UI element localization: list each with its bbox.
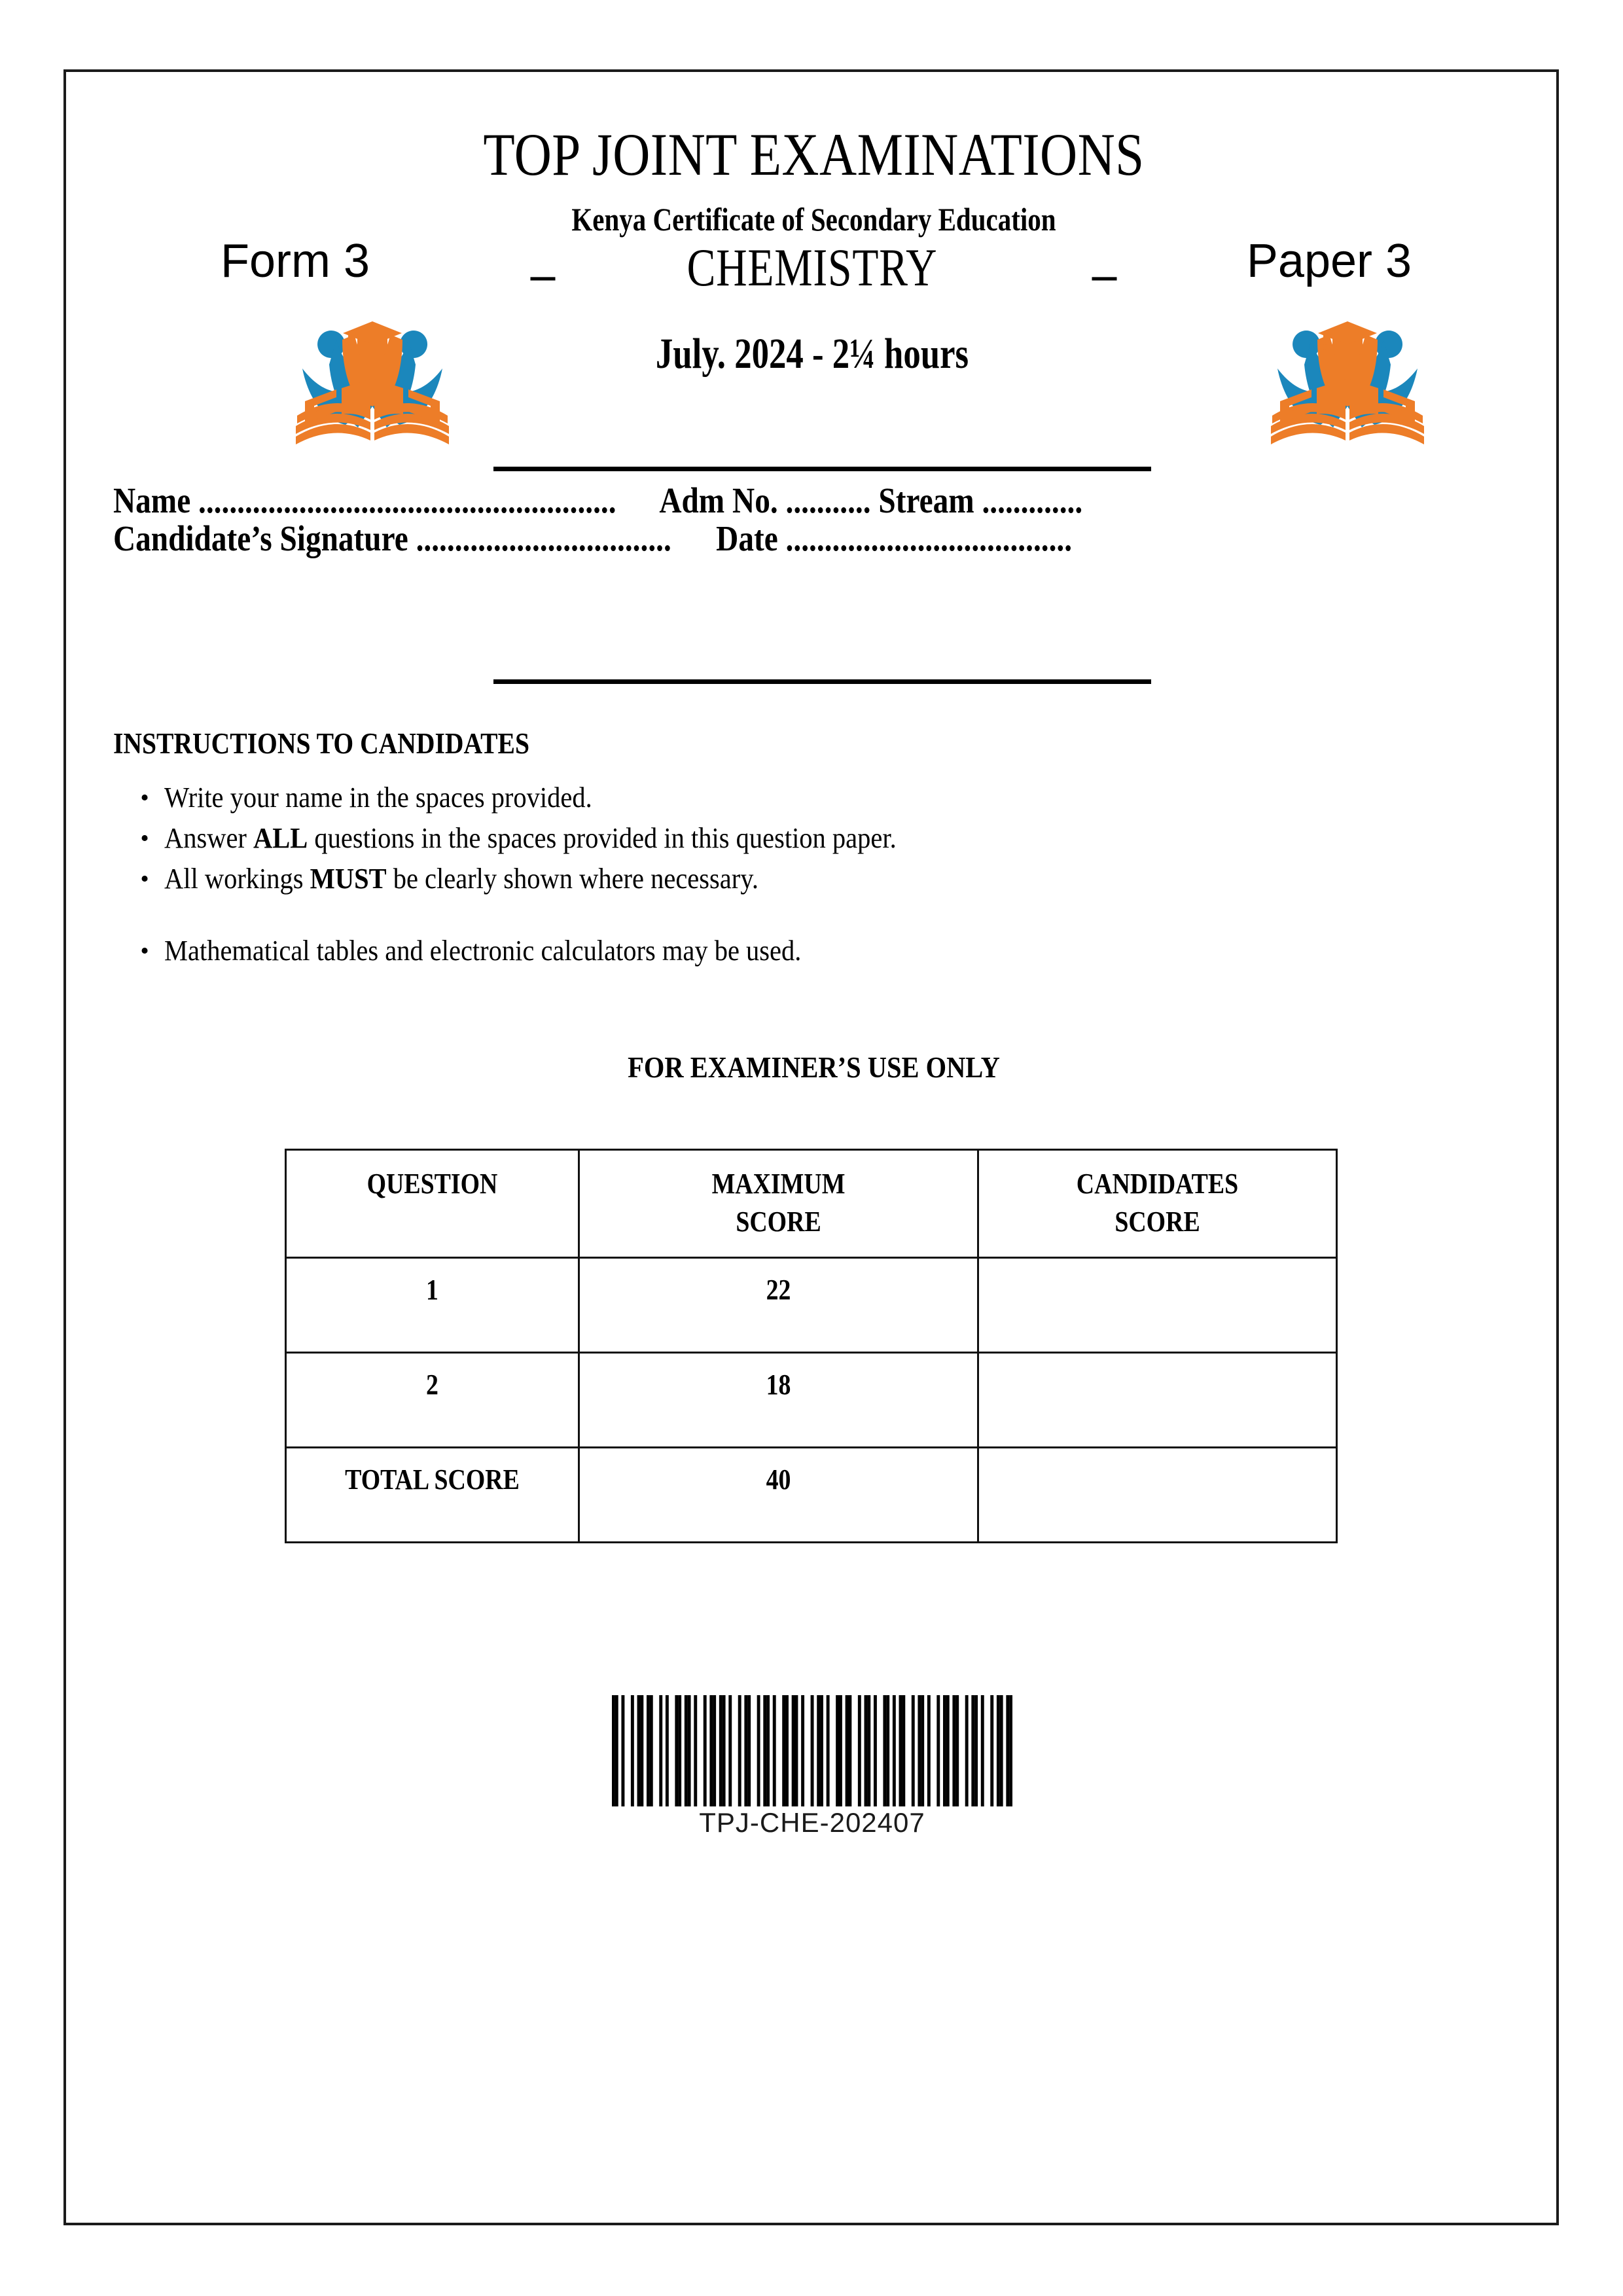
column-header-question-text: QUESTION	[366, 1168, 498, 1200]
header-rule-top	[493, 467, 1151, 471]
dash-separator-right: –	[1092, 247, 1116, 301]
table-row	[286, 1448, 1337, 1543]
stream-label: Stream	[878, 480, 974, 520]
dash-separator-left: –	[531, 247, 555, 301]
maximum-score-cell: 22	[579, 1258, 978, 1353]
date-input-dots[interactable]: .....................................	[785, 518, 1073, 558]
education-logo-right	[1267, 317, 1428, 448]
barcode-block	[603, 1695, 1022, 1837]
examiner-use-heading: FOR EXAMINER’S USE ONLY	[628, 1050, 1000, 1084]
candidates-score-cell[interactable]	[978, 1448, 1337, 1543]
adm-no-label: Adm No.	[659, 480, 778, 520]
exam-date-duration: July. 2024 - 2¼ hours	[655, 330, 969, 378]
table-row	[286, 1258, 1337, 1353]
name-label: Name	[113, 480, 191, 520]
exam-header	[66, 72, 1561, 726]
instruction-text: Write your name in the spaces provided.	[164, 781, 592, 814]
exam-subtitle: Kenya Certificate of Secondary Education	[571, 201, 1056, 238]
adm-no-input-dots[interactable]: ...........	[785, 480, 871, 520]
bullet-icon: •	[140, 937, 149, 965]
candidate-signature-line	[113, 520, 1072, 556]
instruction-item	[125, 818, 1434, 859]
column-header-maximum-line2: SCORE	[736, 1206, 821, 1238]
barcode-icon	[612, 1695, 1012, 1806]
stream-input-dots[interactable]: .............	[982, 480, 1083, 520]
bullet-icon: •	[140, 825, 149, 852]
instructions-list	[125, 778, 1434, 971]
instruction-item	[125, 931, 1434, 971]
barcode-caption: TPJ-CHE-202407	[699, 1807, 925, 1838]
page-border	[63, 69, 1559, 2225]
table-body	[286, 1258, 1337, 1543]
name-input-dots[interactable]: ......................................................	[198, 480, 616, 520]
column-header-maximum-line1: MAXIMUM	[711, 1168, 846, 1200]
column-header-candidates-line1: CANDIDATES	[1076, 1168, 1239, 1200]
form-label: Form 3	[220, 235, 370, 287]
page-content	[66, 72, 1556, 2223]
signature-input-dots[interactable]: .................................	[416, 518, 671, 558]
date-label: Date	[716, 518, 778, 558]
bullet-icon: •	[140, 784, 149, 812]
subject-title: CHEMISTRY	[687, 238, 938, 297]
candidate-identity-line	[113, 482, 1082, 518]
question-cell: 1	[286, 1258, 579, 1353]
maximum-score-cell: 18	[579, 1353, 978, 1448]
paper-label: Paper 3	[1246, 235, 1412, 287]
instruction-text: Answer ALL questions in the spaces provided in this question paper.	[164, 822, 897, 854]
candidates-score-cell[interactable]	[978, 1353, 1337, 1448]
column-header-candidates-score	[978, 1150, 1337, 1258]
education-logo-left	[292, 317, 453, 448]
column-header-maximum-score	[579, 1150, 978, 1258]
column-header-question	[286, 1150, 579, 1258]
bullet-icon: •	[140, 865, 149, 893]
signature-label: Candidate’s Signature	[113, 518, 408, 558]
exam-title: TOP JOINT EXAMINATIONS	[483, 121, 1145, 188]
maximum-score-cell: 40	[579, 1448, 978, 1543]
instruction-text: All workings MUST be clearly shown where necessary.	[164, 863, 758, 895]
table-header-row	[286, 1150, 1337, 1258]
header-rule-bottom	[493, 679, 1151, 684]
examiner-score-table	[285, 1149, 1338, 1543]
question-cell: 2	[286, 1353, 579, 1448]
instructions-heading: INSTRUCTIONS TO CANDIDATES	[113, 727, 529, 760]
instruction-text: Mathematical tables and electronic calculators may be used.	[164, 935, 802, 967]
question-cell: TOTAL SCORE	[286, 1448, 579, 1543]
candidates-score-cell[interactable]	[978, 1258, 1337, 1353]
table-row	[286, 1353, 1337, 1448]
column-header-candidates-line2: SCORE	[1115, 1206, 1200, 1238]
instruction-item	[125, 859, 1434, 899]
instruction-item	[125, 778, 1434, 818]
